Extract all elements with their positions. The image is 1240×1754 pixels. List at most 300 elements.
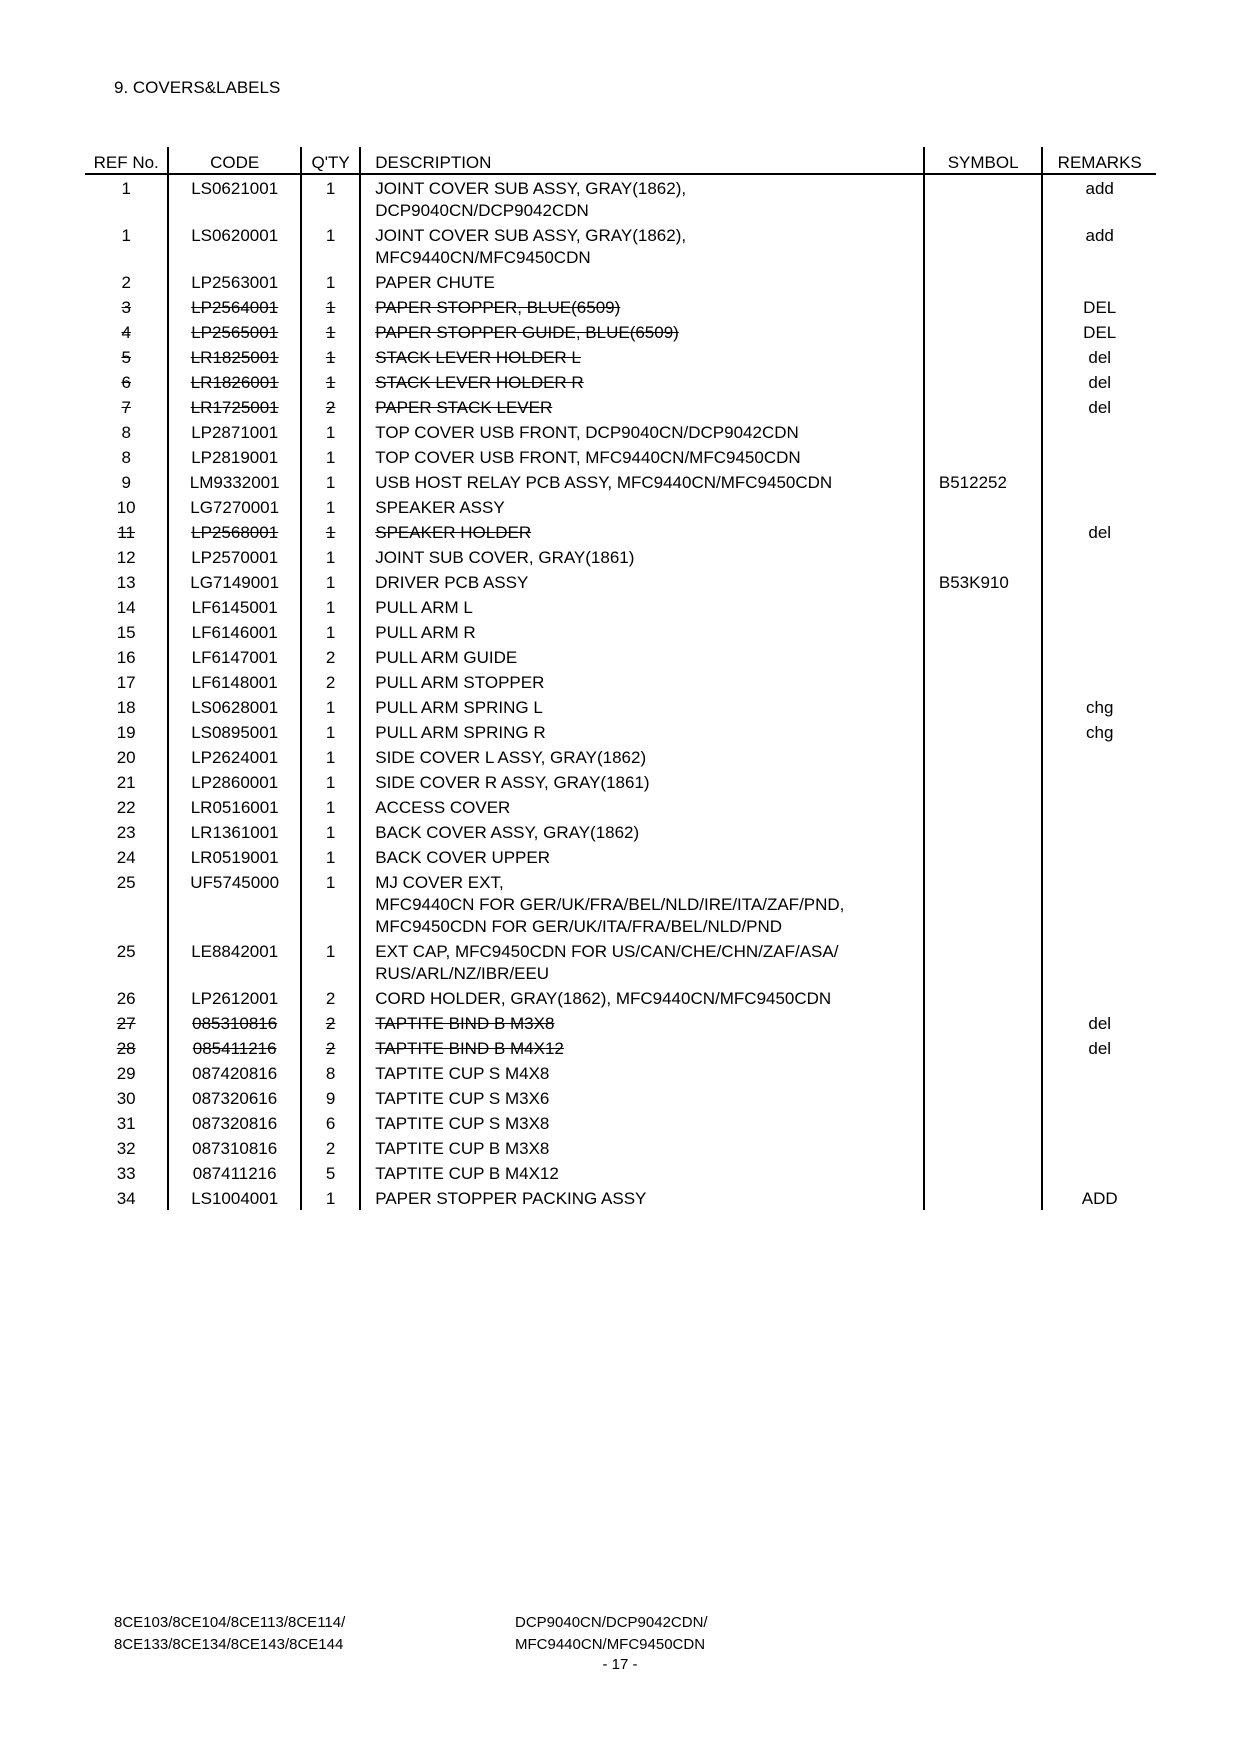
ref-cell xyxy=(85,344,168,369)
code-cell xyxy=(168,394,301,419)
description-line: STACK LEVER HOLDER R xyxy=(375,373,584,392)
footer-model-names-line1: DCP9040CN/DCP9042CDN/ xyxy=(515,1614,708,1631)
description-cell xyxy=(360,1035,924,1060)
qty-cell-text: 1 xyxy=(325,598,336,617)
code-cell-text: 087420816 xyxy=(192,1064,278,1083)
description-cell xyxy=(360,669,924,694)
ref-cell-text: 17 xyxy=(116,673,136,692)
table-row xyxy=(85,444,1156,469)
code-cell xyxy=(168,1160,301,1185)
symbol-cell xyxy=(924,644,1043,669)
header-qty: Q'TY xyxy=(301,147,360,174)
ref-cell-text: 2 xyxy=(121,273,131,292)
qty-cell xyxy=(301,222,360,269)
ref-cell xyxy=(85,769,168,794)
ref-cell xyxy=(85,569,168,594)
description-cell xyxy=(360,985,924,1010)
ref-cell xyxy=(85,819,168,844)
description-line: PAPER STOPPER GUIDE, BLUE(6509) xyxy=(375,323,679,342)
qty-cell xyxy=(301,1185,360,1210)
description-cell xyxy=(360,469,924,494)
ref-cell-text: 31 xyxy=(116,1114,136,1133)
code-cell xyxy=(168,222,301,269)
code-cell xyxy=(168,269,301,294)
ref-cell-text: 34 xyxy=(116,1189,136,1208)
remarks-cell: del xyxy=(1088,1039,1112,1058)
table-row xyxy=(85,1135,1156,1160)
ref-cell-text: 24 xyxy=(116,848,136,867)
description-line: DRIVER PCB ASSY xyxy=(375,573,529,592)
qty-cell-text: 5 xyxy=(325,1164,336,1183)
ref-cell-text: 29 xyxy=(116,1064,136,1083)
ref-cell-text: 19 xyxy=(116,723,136,742)
code-cell-text: 085411216 xyxy=(192,1039,277,1058)
qty-cell xyxy=(301,744,360,769)
code-cell xyxy=(168,1110,301,1135)
description-line: JOINT COVER SUB ASSY, GRAY(1862), xyxy=(375,226,687,245)
ref-cell-text: 11 xyxy=(117,523,136,542)
symbol-cell xyxy=(924,1160,1043,1185)
table-row xyxy=(85,985,1156,1010)
symbol-cell xyxy=(924,494,1043,519)
description-cell xyxy=(360,844,924,869)
symbol-cell xyxy=(924,744,1043,769)
table-row xyxy=(85,419,1156,444)
symbol-cell xyxy=(924,1185,1043,1210)
description-cell xyxy=(360,444,924,469)
description-cell xyxy=(360,869,924,938)
table-row xyxy=(85,844,1156,869)
qty-cell-text: 2 xyxy=(325,648,336,667)
symbol-cell xyxy=(924,819,1043,844)
ref-cell-text: 8 xyxy=(121,423,131,442)
symbol-cell: B53K910 xyxy=(924,569,1043,594)
symbol-cell xyxy=(924,1135,1043,1160)
code-cell-text: LS1004001 xyxy=(191,1189,279,1208)
table-row xyxy=(85,319,1156,344)
remarks-cell: del xyxy=(1088,373,1112,392)
description-cell xyxy=(360,1135,924,1160)
code-cell xyxy=(168,344,301,369)
table-row xyxy=(85,819,1156,844)
description-line: TAPTITE CUP S M3X8 xyxy=(375,1114,550,1133)
ref-cell xyxy=(85,1135,168,1160)
qty-cell-text: 1 xyxy=(325,942,336,961)
symbol-cell xyxy=(924,844,1043,869)
qty-cell xyxy=(301,469,360,494)
qty-cell-text: 1 xyxy=(325,1189,336,1208)
table-row xyxy=(85,544,1156,569)
description-cell xyxy=(360,794,924,819)
code-cell-text: 085310816 xyxy=(192,1014,278,1033)
symbol-cell xyxy=(924,769,1043,794)
description-line: SPEAKER HOLDER xyxy=(375,523,532,542)
ref-cell xyxy=(85,469,168,494)
code-cell xyxy=(168,494,301,519)
code-cell-text: LP2871001 xyxy=(191,423,279,442)
remarks-cell xyxy=(1042,744,1156,769)
remarks-cell xyxy=(1042,619,1156,644)
description-line: TAPTITE BIND B M3X8 xyxy=(375,1014,555,1033)
code-cell xyxy=(168,769,301,794)
ref-cell xyxy=(85,644,168,669)
code-cell xyxy=(168,1035,301,1060)
symbol-cell xyxy=(924,269,1043,294)
code-cell xyxy=(168,174,301,222)
footer-model-codes xyxy=(114,1612,345,1656)
qty-cell xyxy=(301,794,360,819)
remarks-cell xyxy=(1042,1085,1156,1110)
symbol-cell xyxy=(924,222,1043,269)
symbol-cell xyxy=(924,519,1043,544)
qty-cell xyxy=(301,694,360,719)
ref-cell xyxy=(85,419,168,444)
remarks-cell xyxy=(1042,1110,1156,1135)
ref-cell-text: 1 xyxy=(121,226,131,245)
code-cell-text: LP2563001 xyxy=(191,273,279,292)
page-number: - 17 - xyxy=(602,1656,638,1673)
table-row xyxy=(85,369,1156,394)
code-cell xyxy=(168,1085,301,1110)
code-cell-text: LM9332001 xyxy=(189,473,280,492)
ref-cell xyxy=(85,394,168,419)
symbol-cell xyxy=(924,1035,1043,1060)
description-cell xyxy=(360,1185,924,1210)
table-row xyxy=(85,744,1156,769)
ref-cell xyxy=(85,1110,168,1135)
code-cell xyxy=(168,619,301,644)
remarks-cell: DEL xyxy=(1083,323,1117,342)
footer-model-codes-line1: 8CE103/8CE104/8CE113/8CE114/ xyxy=(114,1614,346,1631)
ref-cell xyxy=(85,319,168,344)
code-cell-text: LP2565001 xyxy=(191,323,279,342)
code-cell xyxy=(168,444,301,469)
ref-cell xyxy=(85,444,168,469)
qty-cell-text: 1 xyxy=(325,226,336,245)
remarks-cell xyxy=(1042,469,1156,494)
description-line: TAPTITE CUP S M3X6 xyxy=(375,1089,550,1108)
description-line: JOINT COVER SUB ASSY, GRAY(1862), xyxy=(375,179,687,198)
remarks-cell xyxy=(1042,419,1156,444)
qty-cell xyxy=(301,669,360,694)
symbol-cell xyxy=(924,344,1043,369)
code-cell-text: LR0519001 xyxy=(190,848,279,867)
ref-cell-text: 25 xyxy=(116,942,136,961)
description-cell xyxy=(360,569,924,594)
ref-cell xyxy=(85,222,168,269)
code-cell-text: 087411216 xyxy=(192,1164,277,1183)
description-line: USB HOST RELAY PCB ASSY, MFC9440CN/MFC9450CDN xyxy=(375,473,833,492)
table-row xyxy=(85,719,1156,744)
description-cell xyxy=(360,694,924,719)
table-row xyxy=(85,519,1156,544)
description-line: ACCESS COVER xyxy=(375,798,511,817)
ref-cell xyxy=(85,694,168,719)
remarks-cell xyxy=(1042,644,1156,669)
ref-cell-text: 28 xyxy=(116,1039,136,1058)
description-line: EXT CAP, MFC9450CDN FOR US/CAN/CHE/CHN/ZAF/ASA/ xyxy=(375,942,839,961)
description-line: PAPER STOPPER, BLUE(6509) xyxy=(375,298,621,317)
symbol-cell xyxy=(924,1110,1043,1135)
code-cell-text: LR1825001 xyxy=(190,348,279,367)
qty-cell xyxy=(301,369,360,394)
ref-cell-text: 22 xyxy=(116,798,136,817)
code-cell xyxy=(168,869,301,938)
remarks-cell xyxy=(1042,938,1156,985)
symbol-cell xyxy=(924,394,1043,419)
table-row xyxy=(85,669,1156,694)
description-line: TAPTITE CUP B M3X8 xyxy=(375,1139,550,1158)
code-cell xyxy=(168,794,301,819)
description-line: TAPTITE BIND B M4X12 xyxy=(375,1039,564,1058)
qty-cell xyxy=(301,819,360,844)
ref-cell-text: 13 xyxy=(116,573,136,592)
description-cell xyxy=(360,544,924,569)
ref-cell-text: 4 xyxy=(121,323,131,342)
table-row xyxy=(85,1010,1156,1035)
description-line: MFC9450CDN FOR GER/UK/ITA/FRA/BEL/NLD/PND xyxy=(375,917,783,936)
code-cell xyxy=(168,985,301,1010)
code-cell-text: LR1725001 xyxy=(190,398,279,417)
qty-cell xyxy=(301,1110,360,1135)
remarks-cell: del xyxy=(1088,1014,1112,1033)
symbol-cell xyxy=(924,319,1043,344)
qty-cell-text: 1 xyxy=(325,448,336,467)
table-row xyxy=(85,769,1156,794)
ref-cell xyxy=(85,294,168,319)
symbol-cell: B512252 xyxy=(924,469,1043,494)
table-row xyxy=(85,394,1156,419)
ref-cell-text: 10 xyxy=(116,498,136,517)
header-ref: REF No. xyxy=(85,147,168,174)
symbol-cell xyxy=(924,794,1043,819)
description-line: PULL ARM SPRING L xyxy=(375,698,543,717)
symbol-cell xyxy=(924,1060,1043,1085)
table-row xyxy=(85,569,1156,594)
qty-cell-text: 1 xyxy=(325,698,336,717)
description-cell xyxy=(360,769,924,794)
description-line: DCP9040CN/DCP9042CDN xyxy=(375,201,589,220)
description-cell xyxy=(360,1010,924,1035)
description-cell xyxy=(360,269,924,294)
code-cell-text: LP2819001 xyxy=(191,448,279,467)
qty-cell-text: 1 xyxy=(325,473,336,492)
code-cell xyxy=(168,669,301,694)
remarks-cell: DEL xyxy=(1083,298,1117,317)
symbol-cell xyxy=(924,719,1043,744)
code-cell-text: LR1361001 xyxy=(190,823,279,842)
ref-cell xyxy=(85,619,168,644)
table-row xyxy=(85,1185,1156,1210)
table-row xyxy=(85,269,1156,294)
code-cell-text: LF6146001 xyxy=(191,623,278,642)
description-line: PULL ARM GUIDE xyxy=(375,648,518,667)
code-cell-text: LG7270001 xyxy=(190,498,280,517)
table-row xyxy=(85,1035,1156,1060)
code-cell xyxy=(168,469,301,494)
qty-cell xyxy=(301,869,360,938)
qty-cell xyxy=(301,319,360,344)
qty-cell-text: 1 xyxy=(325,298,336,317)
qty-cell-text: 6 xyxy=(325,1114,336,1133)
remarks-cell xyxy=(1042,669,1156,694)
code-cell xyxy=(168,694,301,719)
ref-cell-text: 33 xyxy=(116,1164,136,1183)
qty-cell-text: 2 xyxy=(325,1039,336,1058)
ref-cell xyxy=(85,544,168,569)
ref-cell-text: 15 xyxy=(116,623,136,642)
qty-cell-text: 1 xyxy=(325,623,336,642)
symbol-cell xyxy=(924,669,1043,694)
code-cell-text: LS0620001 xyxy=(191,226,279,245)
code-cell xyxy=(168,319,301,344)
code-cell-text: LP2860001 xyxy=(191,773,279,792)
qty-cell xyxy=(301,1010,360,1035)
description-line: MFC9440CN FOR GER/UK/FRA/BEL/NLD/IRE/ITA/ZAF/PND, xyxy=(375,895,845,914)
ref-cell-text: 27 xyxy=(116,1014,136,1033)
description-cell xyxy=(360,494,924,519)
description-line: SIDE COVER L ASSY, GRAY(1862) xyxy=(375,748,647,767)
remarks-cell: del xyxy=(1088,348,1112,367)
code-cell-text: LS0895001 xyxy=(191,723,279,742)
qty-cell xyxy=(301,419,360,444)
ref-cell-text: 12 xyxy=(116,548,136,567)
code-cell xyxy=(168,744,301,769)
remarks-cell xyxy=(1042,594,1156,619)
remarks-cell xyxy=(1042,1135,1156,1160)
table-row xyxy=(85,222,1156,269)
remarks-cell: del xyxy=(1088,523,1112,542)
qty-cell xyxy=(301,174,360,222)
code-cell-text: LP2568001 xyxy=(191,523,279,542)
description-cell xyxy=(360,1110,924,1135)
table-header-row xyxy=(85,147,1156,174)
qty-cell-text: 1 xyxy=(325,548,336,567)
description-cell xyxy=(360,294,924,319)
description-line: PULL ARM STOPPER xyxy=(375,673,545,692)
code-cell xyxy=(168,819,301,844)
code-cell-text: LF6147001 xyxy=(191,648,278,667)
code-cell-text: LP2564001 xyxy=(191,298,279,317)
ref-cell-text: 20 xyxy=(116,748,136,767)
ref-cell xyxy=(85,174,168,222)
description-cell xyxy=(360,369,924,394)
code-cell-text: LR1826001 xyxy=(190,373,279,392)
qty-cell xyxy=(301,1160,360,1185)
table-row xyxy=(85,644,1156,669)
qty-cell xyxy=(301,519,360,544)
symbol-cell xyxy=(924,869,1043,938)
description-cell xyxy=(360,938,924,985)
ref-cell-text: 30 xyxy=(116,1089,136,1108)
ref-cell xyxy=(85,1035,168,1060)
footer-model-names-line2: MFC9440CN/MFC9450CDN xyxy=(515,1636,706,1653)
description-cell xyxy=(360,819,924,844)
code-cell-text: LP2624001 xyxy=(191,748,279,767)
description-line: SPEAKER ASSY xyxy=(375,498,505,517)
qty-cell-text: 1 xyxy=(325,423,336,442)
symbol-cell xyxy=(924,544,1043,569)
remarks-cell xyxy=(1042,985,1156,1010)
qty-cell-text: 1 xyxy=(325,323,336,342)
ref-cell xyxy=(85,1085,168,1110)
ref-cell xyxy=(85,844,168,869)
qty-cell xyxy=(301,619,360,644)
code-cell-text: LE8842001 xyxy=(191,942,279,961)
ref-cell xyxy=(85,938,168,985)
ref-cell-text: 26 xyxy=(116,989,136,1008)
ref-cell xyxy=(85,1060,168,1085)
qty-cell-text: 1 xyxy=(325,773,336,792)
code-cell-text: LG7149001 xyxy=(190,573,280,592)
ref-cell xyxy=(85,1160,168,1185)
code-cell-text: 087320816 xyxy=(192,1114,278,1133)
description-cell xyxy=(360,619,924,644)
qty-cell-text: 2 xyxy=(325,673,336,692)
qty-cell-text: 1 xyxy=(325,723,336,742)
code-cell-text: LR0516001 xyxy=(190,798,279,817)
ref-cell-text: 3 xyxy=(121,298,131,317)
symbol-cell xyxy=(924,619,1043,644)
ref-cell-text: 1 xyxy=(121,179,131,198)
qty-cell-text: 1 xyxy=(325,798,336,817)
qty-cell xyxy=(301,985,360,1010)
code-cell xyxy=(168,594,301,619)
symbol-cell xyxy=(924,985,1043,1010)
symbol-cell xyxy=(924,294,1043,319)
ref-cell xyxy=(85,369,168,394)
table-row xyxy=(85,794,1156,819)
remarks-cell xyxy=(1042,794,1156,819)
table-row xyxy=(85,869,1156,938)
ref-cell-text: 9 xyxy=(121,473,131,492)
ref-cell xyxy=(85,594,168,619)
code-cell xyxy=(168,644,301,669)
description-cell xyxy=(360,394,924,419)
qty-cell-text: 1 xyxy=(325,823,336,842)
description-cell xyxy=(360,644,924,669)
description-cell xyxy=(360,319,924,344)
table-row xyxy=(85,344,1156,369)
code-cell xyxy=(168,544,301,569)
remarks-cell xyxy=(1042,1060,1156,1085)
code-cell xyxy=(168,569,301,594)
description-cell xyxy=(360,1060,924,1085)
code-cell xyxy=(168,719,301,744)
remarks-cell xyxy=(1042,544,1156,569)
remarks-cell xyxy=(1042,444,1156,469)
remarks-cell xyxy=(1042,269,1156,294)
code-cell xyxy=(168,1185,301,1210)
qty-cell-text: 2 xyxy=(325,1014,336,1033)
table-row xyxy=(85,594,1156,619)
description-line: PULL ARM R xyxy=(375,623,476,642)
symbol-cell xyxy=(924,419,1043,444)
ref-cell xyxy=(85,1185,168,1210)
code-cell xyxy=(168,844,301,869)
qty-cell xyxy=(301,294,360,319)
qty-cell xyxy=(301,1085,360,1110)
description-line: PULL ARM SPRING R xyxy=(375,723,546,742)
qty-cell xyxy=(301,444,360,469)
code-cell-text: LP2570001 xyxy=(191,548,279,567)
code-cell xyxy=(168,938,301,985)
ref-cell-text: 18 xyxy=(116,698,136,717)
ref-cell xyxy=(85,494,168,519)
description-line: STACK LEVER HOLDER L xyxy=(375,348,581,367)
code-cell-text: LP2612001 xyxy=(191,989,279,1008)
header-description: DESCRIPTION xyxy=(360,147,924,174)
